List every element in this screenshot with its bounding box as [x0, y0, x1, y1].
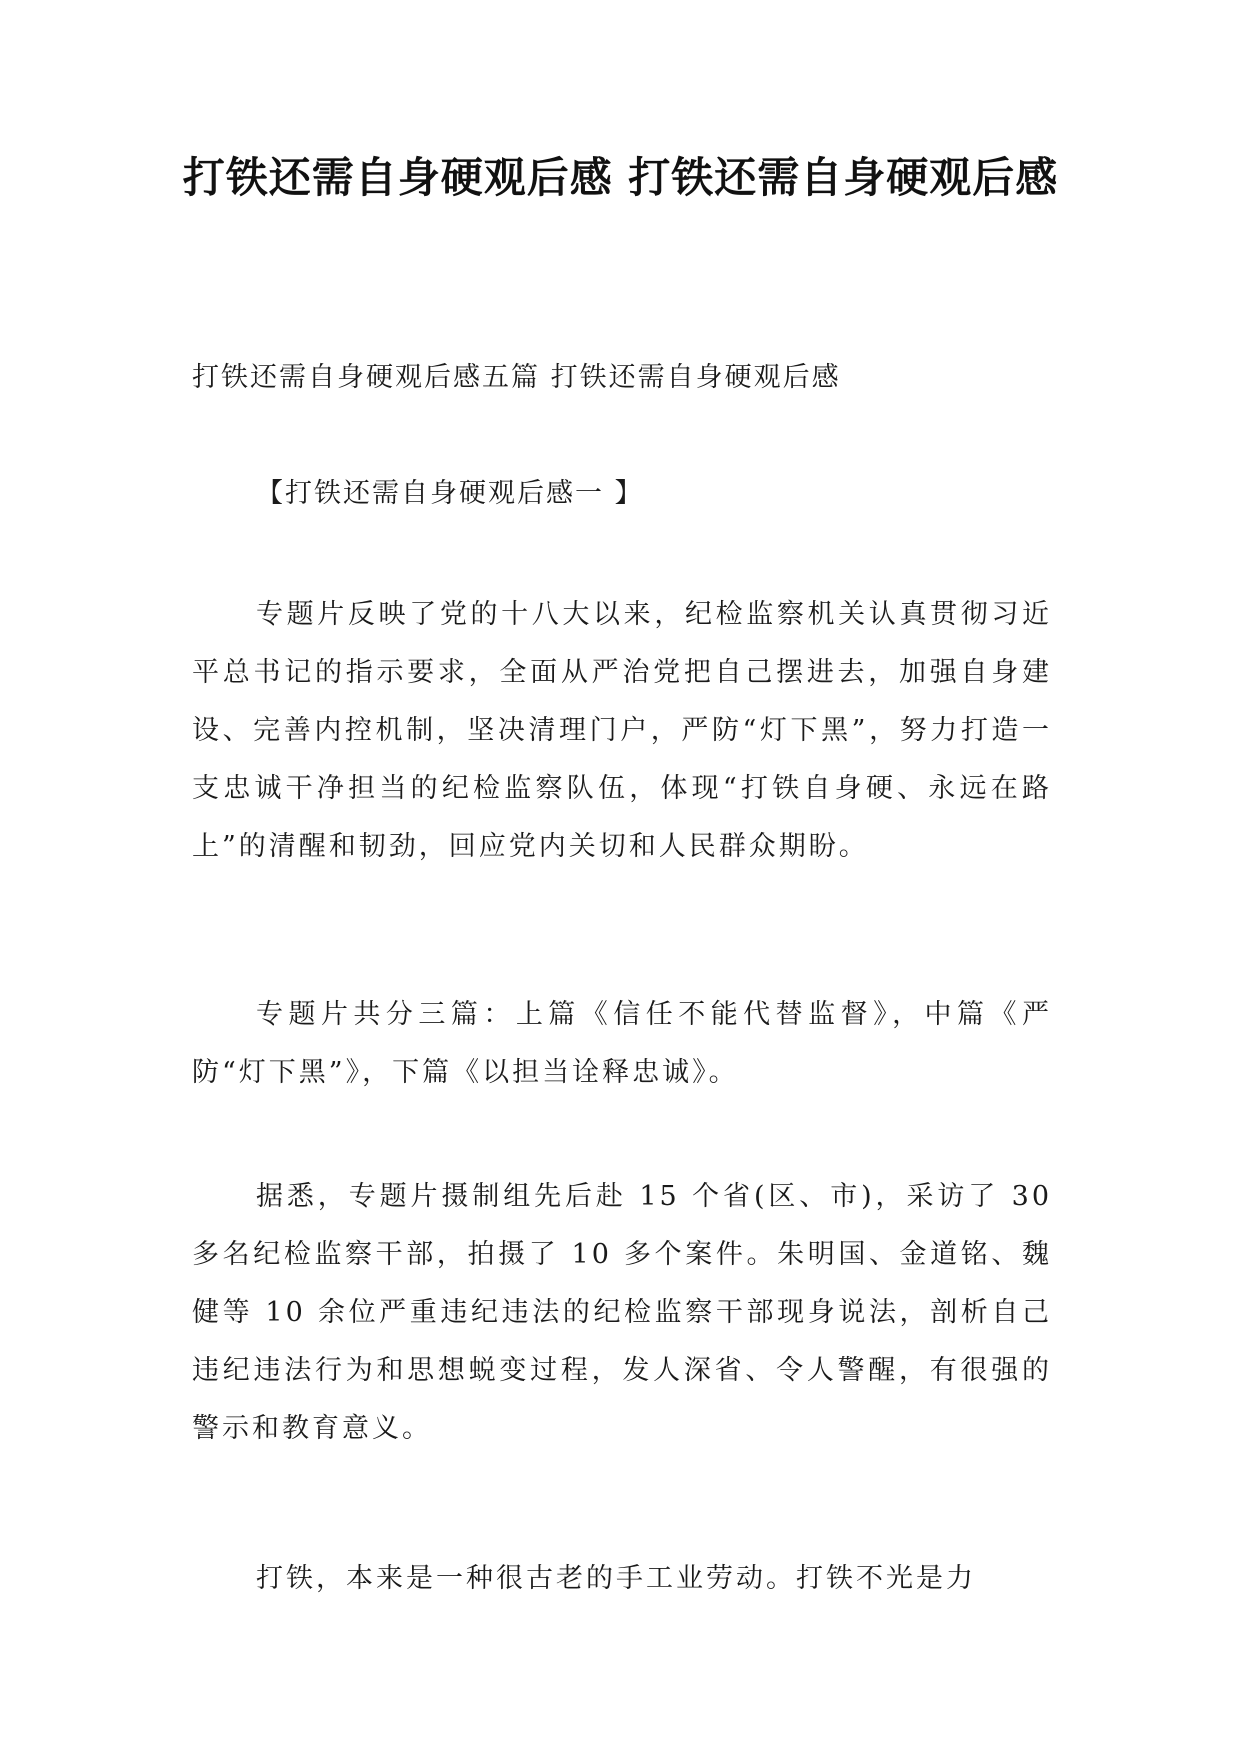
body-paragraph: 专题片反映了党的十八大以来，纪检监察机关认真贯彻习近平总书记的指示要求，全面从严治党把自己摆进去，加强自身建设、完善内控机制，坚决清理门户，严防“灯下黑”，努力打造一支忠诚干净担当的纪检监察队伍，体现“打铁自身硬、永远在路上”的清醒和韧劲，回应党内关切和人民群众期盼。 — [192, 599, 1052, 862]
document-subtitle: 打铁还需自身硬观后感五篇 打铁还需自身硬观后感 — [192, 362, 841, 393]
body-paragraph: 专题片共分三篇：上篇《信任不能代替监督》，中篇《严防“灯下黑”》，下篇《以担当诠释忠诚》。 — [192, 999, 1052, 1088]
section-heading: 【打铁还需自身硬观后感一 】 — [256, 478, 644, 509]
body-paragraph: 据悉，专题片摄制组先后赴 15 个省(区、市)，采访了 30 多名纪检监察干部，拍摄了 10 多个案件。朱明国、金道铭、魏健等 10 余位严重违纪违法的纪检监察干部现身说法，剖析自己违纪违法行为和思想蜕变过程，发人深省、令人警醒，有很强的警示和教育意义。 — [192, 1181, 1052, 1444]
document-title: 打铁还需自身硬观后感 打铁还需自身硬观后感 — [182, 153, 1059, 202]
body-paragraph: 打铁，本来是一种很古老的手工业劳动。打铁不光是力 — [256, 1563, 976, 1594]
